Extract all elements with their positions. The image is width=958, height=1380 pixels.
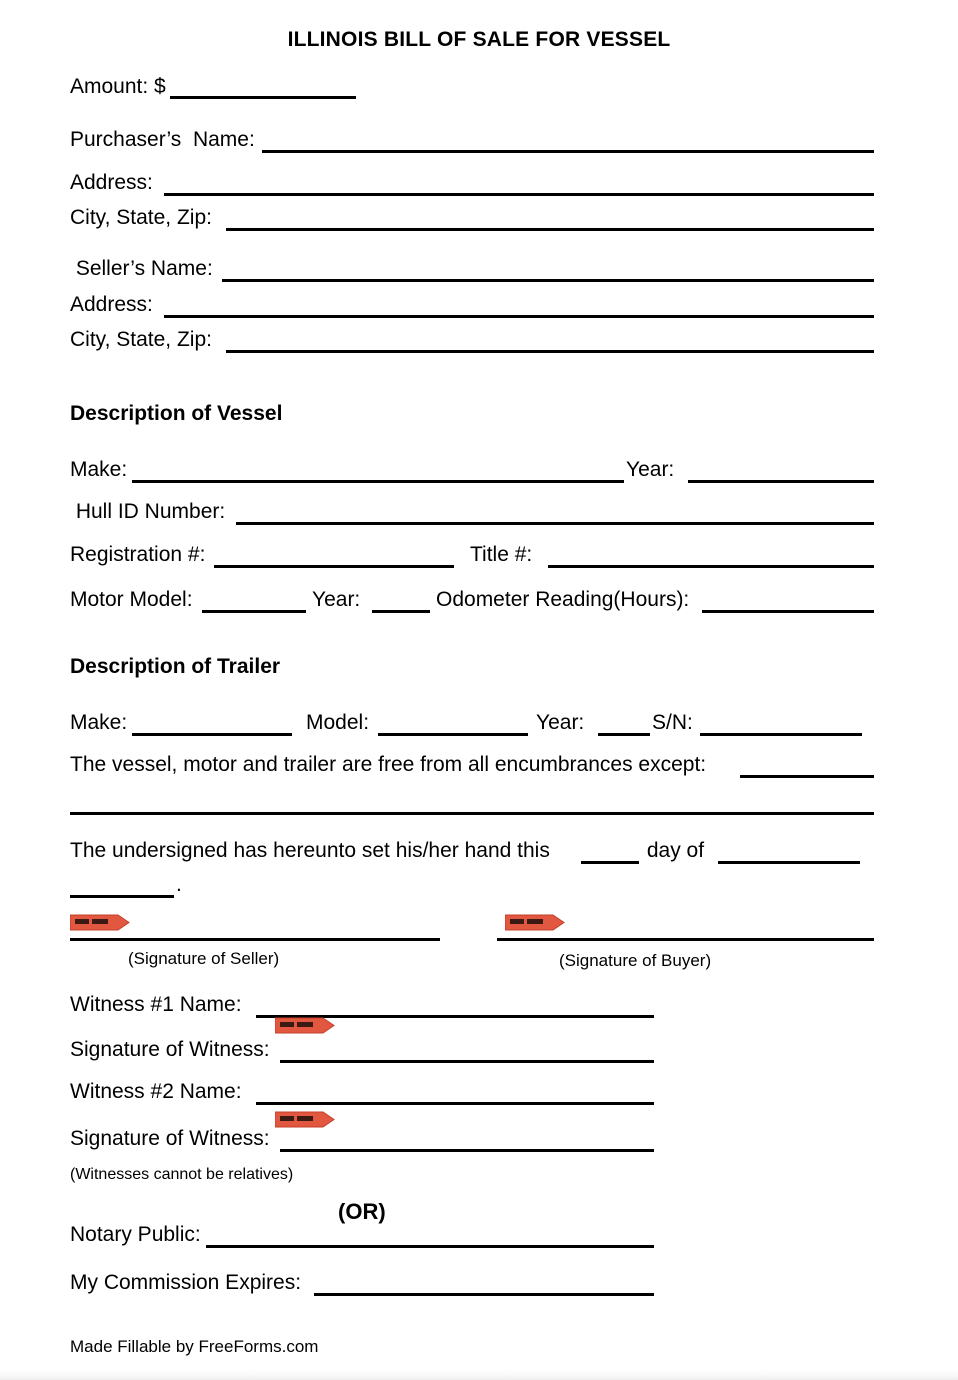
sign-here-tag-seller-icon[interactable]	[70, 914, 130, 931]
purchaser-city-state-zip-label: City, State, Zip:	[70, 206, 212, 229]
seller-city-state-zip-input-line[interactable]	[226, 350, 874, 353]
trailer-model-label: Model:	[306, 711, 370, 734]
witness2-name-input-line[interactable]	[256, 1102, 654, 1105]
execution-text-part2: day of	[641, 839, 710, 862]
odometer-reading-label: Odometer Reading(Hours):	[436, 588, 690, 611]
motor-model-label: Motor Model:	[70, 588, 193, 611]
vessel-registration-label: Registration #:	[70, 543, 206, 566]
purchaser-name-label: Purchaser’s Name:	[70, 128, 255, 151]
page-title: ILLINOIS BILL OF SALE FOR VESSEL	[287, 28, 671, 51]
execution-year-input-line[interactable]	[70, 895, 174, 898]
witness1-signature-input-line[interactable]	[280, 1060, 654, 1063]
motor-year-input-line[interactable]	[372, 610, 430, 613]
witness2-signature-label: Signature of Witness:	[70, 1127, 270, 1150]
seller-signature-line[interactable]	[70, 938, 440, 941]
amount-label: Amount: $	[70, 75, 166, 98]
witness2-name-label: Witness #2 Name:	[70, 1080, 242, 1103]
trailer-sn-input-line[interactable]	[700, 733, 862, 736]
trailer-model-input-line[interactable]	[378, 733, 528, 736]
motor-year-label: Year:	[312, 588, 361, 611]
seller-city-state-zip-label: City, State, Zip:	[70, 328, 212, 351]
footer-credit: Made Fillable by FreeForms.com	[70, 1337, 319, 1356]
trailer-make-label: Make:	[70, 711, 128, 734]
amount-input-line[interactable]	[170, 96, 356, 99]
encumbrances-text: The vessel, motor and trailer are free from all encumbrances except:	[70, 753, 707, 776]
notary-public-input-line[interactable]	[206, 1245, 654, 1248]
seller-name-input-line[interactable]	[222, 279, 874, 282]
execution-text-part1: The undersigned has hereunto set his/her hand this	[70, 839, 556, 862]
sign-here-tag-buyer-icon[interactable]	[505, 914, 565, 931]
commission-expires-label: My Commission Expires:	[70, 1271, 302, 1294]
sign-here-tag-witness1-icon[interactable]	[275, 1017, 335, 1034]
vessel-registration-input-line[interactable]	[214, 565, 454, 568]
trailer-sn-label: S/N:	[652, 711, 693, 734]
page-bottom-edge	[0, 1368, 958, 1380]
vessel-hull-id-label: Hull ID Number:	[70, 500, 226, 523]
witness-note: (Witnesses cannot be relatives)	[70, 1166, 294, 1183]
vessel-make-input-line[interactable]	[132, 480, 624, 483]
or-label: (OR)	[338, 1199, 386, 1224]
purchaser-address-input-line[interactable]	[164, 193, 874, 196]
seller-address-input-line[interactable]	[164, 315, 874, 318]
purchaser-city-state-zip-input-line[interactable]	[226, 228, 874, 231]
vessel-year-input-line[interactable]	[688, 480, 874, 483]
execution-month-input-line[interactable]	[718, 861, 860, 864]
purchaser-address-label: Address:	[70, 171, 153, 194]
vessel-title-number-input-line[interactable]	[548, 565, 874, 568]
seller-signature-caption: (Signature of Seller)	[128, 949, 280, 968]
buyer-signature-line[interactable]	[497, 938, 874, 941]
encumbrances-input-line-1[interactable]	[740, 775, 874, 778]
encumbrances-input-line-2[interactable]	[70, 812, 874, 815]
buyer-signature-caption: (Signature of Buyer)	[559, 951, 712, 970]
purchaser-name-input-line[interactable]	[262, 150, 874, 153]
vessel-hull-id-input-line[interactable]	[236, 522, 874, 525]
trailer-year-label: Year:	[536, 711, 585, 734]
sign-here-tag-witness2-icon[interactable]	[275, 1111, 335, 1128]
witness1-signature-label: Signature of Witness:	[70, 1038, 270, 1061]
witness2-signature-input-line[interactable]	[280, 1149, 654, 1152]
seller-address-label: Address:	[70, 293, 153, 316]
vessel-year-label: Year:	[626, 458, 675, 481]
odometer-reading-input-line[interactable]	[702, 610, 874, 613]
witness1-name-label: Witness #1 Name:	[70, 993, 242, 1016]
vessel-make-label: Make:	[70, 458, 128, 481]
execution-period: .	[176, 873, 182, 896]
trailer-section-heading: Description of Trailer	[70, 655, 281, 678]
motor-model-input-line[interactable]	[202, 610, 306, 613]
vessel-section-heading: Description of Vessel	[70, 402, 283, 425]
vessel-title-number-label: Title #:	[470, 543, 533, 566]
trailer-year-input-line[interactable]	[598, 733, 650, 736]
trailer-make-input-line[interactable]	[132, 733, 292, 736]
commission-expires-input-line[interactable]	[314, 1293, 654, 1296]
notary-public-label: Notary Public:	[70, 1223, 201, 1246]
execution-day-input-line[interactable]	[581, 861, 639, 864]
seller-name-label: Seller’s Name:	[70, 257, 213, 280]
